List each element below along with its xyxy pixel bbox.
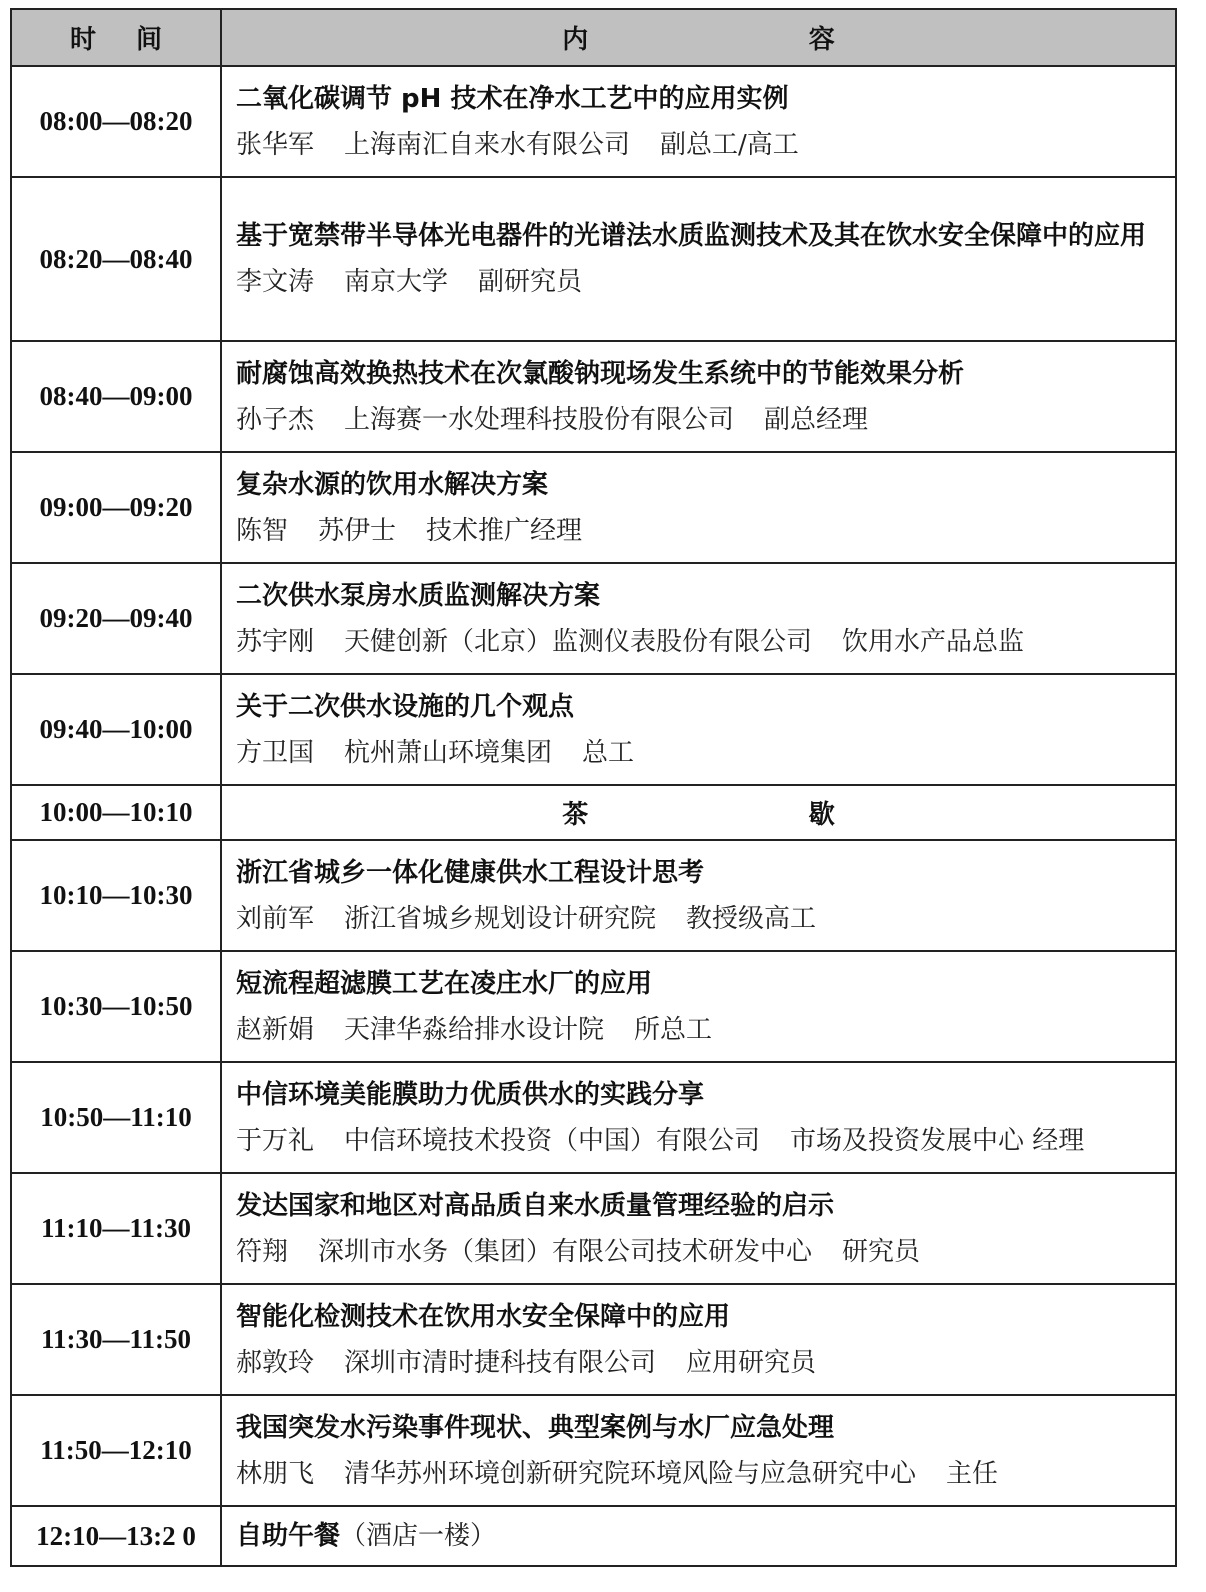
schedule-row — [11, 951, 1176, 1062]
time-slot: 10:50—11:10 — [11, 1062, 221, 1173]
talk-title: 浙江省城乡一体化健康供水工程设计思考 — [236, 857, 705, 888]
speaker-org: 清华苏州环境创新研究院环境风险与应急研究中心 — [344, 1458, 917, 1489]
tea-break-row — [11, 785, 1176, 840]
speaker-line — [236, 619, 1161, 665]
header-row — [11, 9, 1176, 66]
session-content — [221, 1395, 1176, 1506]
time-slot: 08:20—08:40 — [11, 177, 221, 341]
speaker-name: 赵新娟 — [236, 1014, 315, 1045]
speaker-title: 副总工/高工 — [660, 129, 799, 160]
talk-title: 耐腐蚀高效换热技术在次氯酸钠现场发生系统中的节能效果分析 — [236, 358, 965, 389]
speaker-line — [236, 1229, 1161, 1275]
talk-title: 复杂水源的饮用水解决方案 — [236, 469, 549, 500]
time-slot: 10:10—10:30 — [11, 840, 221, 951]
header-char: 间 — [136, 25, 163, 55]
schedule-row — [11, 452, 1176, 563]
speaker-org: 苏伊士 — [318, 515, 397, 546]
speaker-org: 南京大学 — [344, 267, 449, 297]
speaker-name: 郝敦玲 — [236, 1347, 315, 1378]
speaker-org: 杭州萧山环境集团 — [344, 737, 553, 768]
time-slot: 09:40—10:00 — [11, 674, 221, 785]
talk-title: 二次供水泵房水质监测解决方案 — [236, 580, 601, 611]
time-slot: 11:30—11:50 — [11, 1284, 221, 1395]
speaker-line — [236, 122, 1161, 168]
session-content — [221, 177, 1176, 341]
speaker-title: 副总经理 — [764, 404, 869, 435]
schedule-row — [11, 1284, 1176, 1395]
schedule-row — [11, 840, 1176, 951]
speaker-line — [236, 896, 1161, 942]
session-content — [221, 341, 1176, 452]
session-content — [221, 840, 1176, 951]
speaker-title: 饮用水产品总监 — [842, 626, 1025, 657]
session-content — [221, 951, 1176, 1062]
speaker-name: 符翔 — [236, 1236, 289, 1267]
speaker-org: 上海南汇自来水有限公司 — [344, 129, 631, 160]
break-char: 茶 — [562, 800, 589, 830]
speaker-org: 深圳市水务（集团）有限公司技术研发中心 — [318, 1236, 813, 1267]
speaker-name: 方卫国 — [236, 737, 315, 768]
speaker-org: 上海赛一水处理科技股份有限公司 — [344, 404, 735, 435]
speaker-title: 教授级高工 — [686, 903, 817, 934]
schedule-row — [11, 341, 1176, 452]
speaker-line — [236, 508, 1161, 554]
time-slot: 10:30—10:50 — [11, 951, 221, 1062]
schedule-row — [11, 1062, 1176, 1173]
talk-title: 关于二次供水设施的几个观点 — [236, 691, 575, 722]
session-content — [221, 66, 1176, 177]
header-char: 时 — [69, 25, 96, 55]
time-slot: 11:10—11:30 — [11, 1173, 221, 1284]
speaker-org: 天健创新（北京）监测仪表股份有限公司 — [344, 626, 813, 657]
time-header — [11, 9, 221, 66]
session-content — [221, 563, 1176, 674]
tea-break — [221, 785, 1176, 840]
speaker-name: 陈智 — [236, 515, 289, 546]
talk-title: 发达国家和地区对高品质自来水质量管理经验的启示 — [236, 1190, 835, 1221]
lunch — [221, 1506, 1176, 1566]
lunch-row — [11, 1506, 1176, 1566]
talk-title: 智能化检测技术在饮用水安全保障中的应用 — [236, 1301, 731, 1332]
break-char: 歇 — [808, 800, 835, 830]
speaker-name: 李文涛 — [236, 267, 315, 297]
lunch-note: （酒店一楼） — [340, 1521, 497, 1551]
speaker-name: 林朋飞 — [236, 1458, 315, 1489]
speaker-title: 主任 — [946, 1458, 999, 1489]
lunch-title: 自助午餐 — [236, 1521, 341, 1551]
speaker-title: 研究员 — [842, 1236, 921, 1267]
time-slot: 12:10—13:2 0 — [11, 1506, 221, 1566]
speaker-name: 于万礼 — [236, 1125, 315, 1156]
speaker-org: 深圳市清时捷科技有限公司 — [344, 1347, 657, 1378]
session-content — [221, 452, 1176, 563]
talk-title: 中信环境美能膜助力优质供水的实践分享 — [236, 1079, 705, 1110]
time-slot: 08:40—09:00 — [11, 341, 221, 452]
schedule-row — [11, 1395, 1176, 1506]
time-slot: 08:00—08:20 — [11, 66, 221, 177]
schedule-row — [11, 674, 1176, 785]
schedule-row — [11, 563, 1176, 674]
schedule-row — [11, 66, 1176, 177]
session-content — [221, 1173, 1176, 1284]
speaker-name: 刘前军 — [236, 903, 315, 934]
schedule-row — [11, 177, 1176, 341]
speaker-name: 孙子杰 — [236, 404, 315, 435]
talk-title: 二氧化碳调节 pH 技术在净水工艺中的应用实例 — [236, 83, 789, 114]
content-header — [221, 9, 1176, 66]
time-slot: 09:00—09:20 — [11, 452, 221, 563]
speaker-line — [236, 1118, 1161, 1164]
session-content — [221, 1284, 1176, 1395]
header-char: 容 — [808, 25, 835, 55]
speaker-title: 应用研究员 — [686, 1347, 817, 1378]
speaker-line — [236, 730, 1161, 776]
speaker-name: 张华军 — [236, 129, 315, 160]
speaker-line — [236, 1340, 1161, 1386]
speaker-org: 中信环境技术投资（中国）有限公司 — [344, 1125, 761, 1156]
schedule-table — [10, 8, 1177, 1567]
speaker-title: 副研究员 — [478, 267, 583, 297]
header-char: 内 — [562, 25, 589, 55]
session-content — [221, 674, 1176, 785]
speaker-line — [236, 397, 1161, 443]
speaker-title: 市场及投资发展中心 经理 — [790, 1125, 1085, 1156]
time-slot: 11:50—12:10 — [11, 1395, 221, 1506]
session-content — [221, 1062, 1176, 1173]
time-slot: 09:20—09:40 — [11, 563, 221, 674]
speaker-org: 天津华淼给排水设计院 — [344, 1014, 605, 1045]
time-slot: 10:00—10:10 — [11, 785, 221, 840]
talk-title: 基于宽禁带半导体光电器件的光谱法水质监测技术及其在饮水安全保障中的应用 — [236, 221, 1147, 251]
speaker-line — [236, 1451, 1161, 1497]
speaker-title: 总工 — [582, 737, 635, 768]
schedule-row — [11, 1173, 1176, 1284]
speaker-line — [236, 259, 1161, 305]
speaker-title: 技术推广经理 — [426, 515, 583, 546]
speaker-name: 苏宇刚 — [236, 626, 315, 657]
talk-title: 我国突发水污染事件现状、典型案例与水厂应急处理 — [236, 1412, 835, 1443]
talk-title: 短流程超滤膜工艺在凌庄水厂的应用 — [236, 968, 653, 999]
speaker-title: 所总工 — [634, 1014, 713, 1045]
speaker-line — [236, 1007, 1161, 1053]
speaker-org: 浙江省城乡规划设计研究院 — [344, 903, 657, 934]
